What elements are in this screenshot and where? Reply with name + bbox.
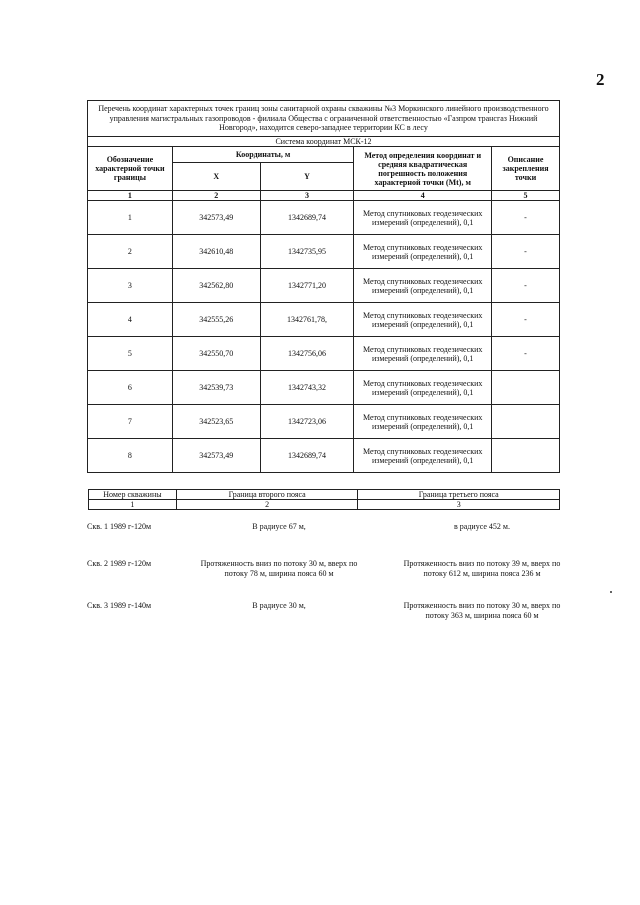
coord-y: 1342756,06 [260,337,354,371]
second-belt-text: В радиусе 67 м, [252,522,306,531]
column-number: 3 [260,191,354,201]
coord-y: 1342743,32 [260,371,354,405]
coord-x: 342539,73 [172,371,260,405]
method: Метод спутниковых геодезических измерений (определений), 0,1 [354,201,492,235]
table-row [88,269,560,303]
column-number: 3 [358,500,560,510]
fixing-description: - [492,235,560,269]
coord-x: 342573,49 [172,201,260,235]
table-row [88,235,560,269]
fixing-description: - [492,337,560,371]
header-x: X [172,163,260,191]
point-number: 8 [88,439,173,473]
column-number: 1 [89,500,177,510]
header-y: Y [260,163,354,191]
third-belt-text: в радиусе 452 м. [454,522,510,531]
column-number: 4 [354,191,492,201]
coord-y: 1342723,06 [260,405,354,439]
third-belt-text: Протяженность вниз по потоку 30 м, вверх по потоку 363 м, ширина пояса 60 м [403,601,561,620]
method: Метод спутниковых геодезических измерений (определений), 0,1 [354,269,492,303]
column-number: 5 [492,191,560,201]
header-method: Метод определения координат и средняя квадратическая погрешность положения характерной точки (Mt), м [354,147,492,191]
method: Метод спутниковых геодезических измерений (определений), 0,1 [354,371,492,405]
coord-x: 342610,48 [172,235,260,269]
coord-y: 1342689,74 [260,439,354,473]
fixing-description [492,405,560,439]
header-well-number: Номер скважины [89,490,177,500]
third-belt-text: Протяженность вниз по потоку 39 м, вверх по потоку 612 м, ширина пояса 236 м [403,559,561,578]
header-second-belt: Граница второго пояса [176,490,358,500]
method: Метод спутниковых геодезических измерений (определений), 0,1 [354,303,492,337]
point-number: 5 [88,337,173,371]
table-caption: Перечень координат характерных точек границ зоны санитарной охраны скважины №3 Моркинского линейного производственного управления магистральных газопроводов - филиала Общества с ограниченной ответственностью «Газпром трансгаз Нижний Новгород», находится северо-западнее территории КС в лесу [88,101,560,137]
table-row [88,371,560,405]
header-third-belt: Граница третьего пояса [358,490,560,500]
second-belt-text: В радиусе 30 м, [252,601,306,610]
header-point: Обозначение характерной точки границы [88,147,173,191]
point-number: 2 [88,235,173,269]
point-number: 6 [88,371,173,405]
coord-y: 1342771,20 [260,269,354,303]
table-row [88,337,560,371]
fixing-description: - [492,201,560,235]
coord-y: 1342689,74 [260,201,354,235]
scan-speck [610,591,612,593]
coord-y: 1342735,95 [260,235,354,269]
coordinates-table [87,100,560,473]
table-row [88,405,560,439]
fixing-description [492,371,560,405]
coord-x: 342562,80 [172,269,260,303]
point-number: 1 [88,201,173,235]
method: Метод спутниковых геодезических измерений (определений), 0,1 [354,439,492,473]
point-number: 7 [88,405,173,439]
second-belt-text: Протяженность вниз по потоку 30 м, вверх по потоку 78 м, ширина пояса 60 м [200,559,358,578]
coord-y: 1342761,78, [260,303,354,337]
column-number: 1 [88,191,173,201]
header-description: Описание закрепления точки [492,147,560,191]
page-number: 2 [596,70,605,89]
point-number: 4 [88,303,173,337]
well-label: Скв. 2 1989 г-120м [87,559,152,568]
zones-header-table [88,489,560,510]
table-row [88,201,560,235]
coord-x: 342573,49 [172,439,260,473]
header-coordinates: Координаты, м [172,147,354,163]
fixing-description: - [492,303,560,337]
coord-x: 342555,26 [172,303,260,337]
table-row [88,303,560,337]
table-row [88,439,560,473]
well-label: Скв. 3 1989 г-140м [87,601,152,610]
coordinate-system: Система координат МСК-12 [88,137,560,147]
coord-x: 342523,65 [172,405,260,439]
point-number: 3 [88,269,173,303]
column-number: 2 [176,500,358,510]
column-number: 2 [172,191,260,201]
method: Метод спутниковых геодезических измерений (определений), 0,1 [354,405,492,439]
coord-x: 342550,70 [172,337,260,371]
fixing-description [492,439,560,473]
well-label: Скв. 1 1989 г-120м [87,522,152,531]
fixing-description: - [492,269,560,303]
method: Метод спутниковых геодезических измерений (определений), 0,1 [354,337,492,371]
method: Метод спутниковых геодезических измерений (определений), 0,1 [354,235,492,269]
